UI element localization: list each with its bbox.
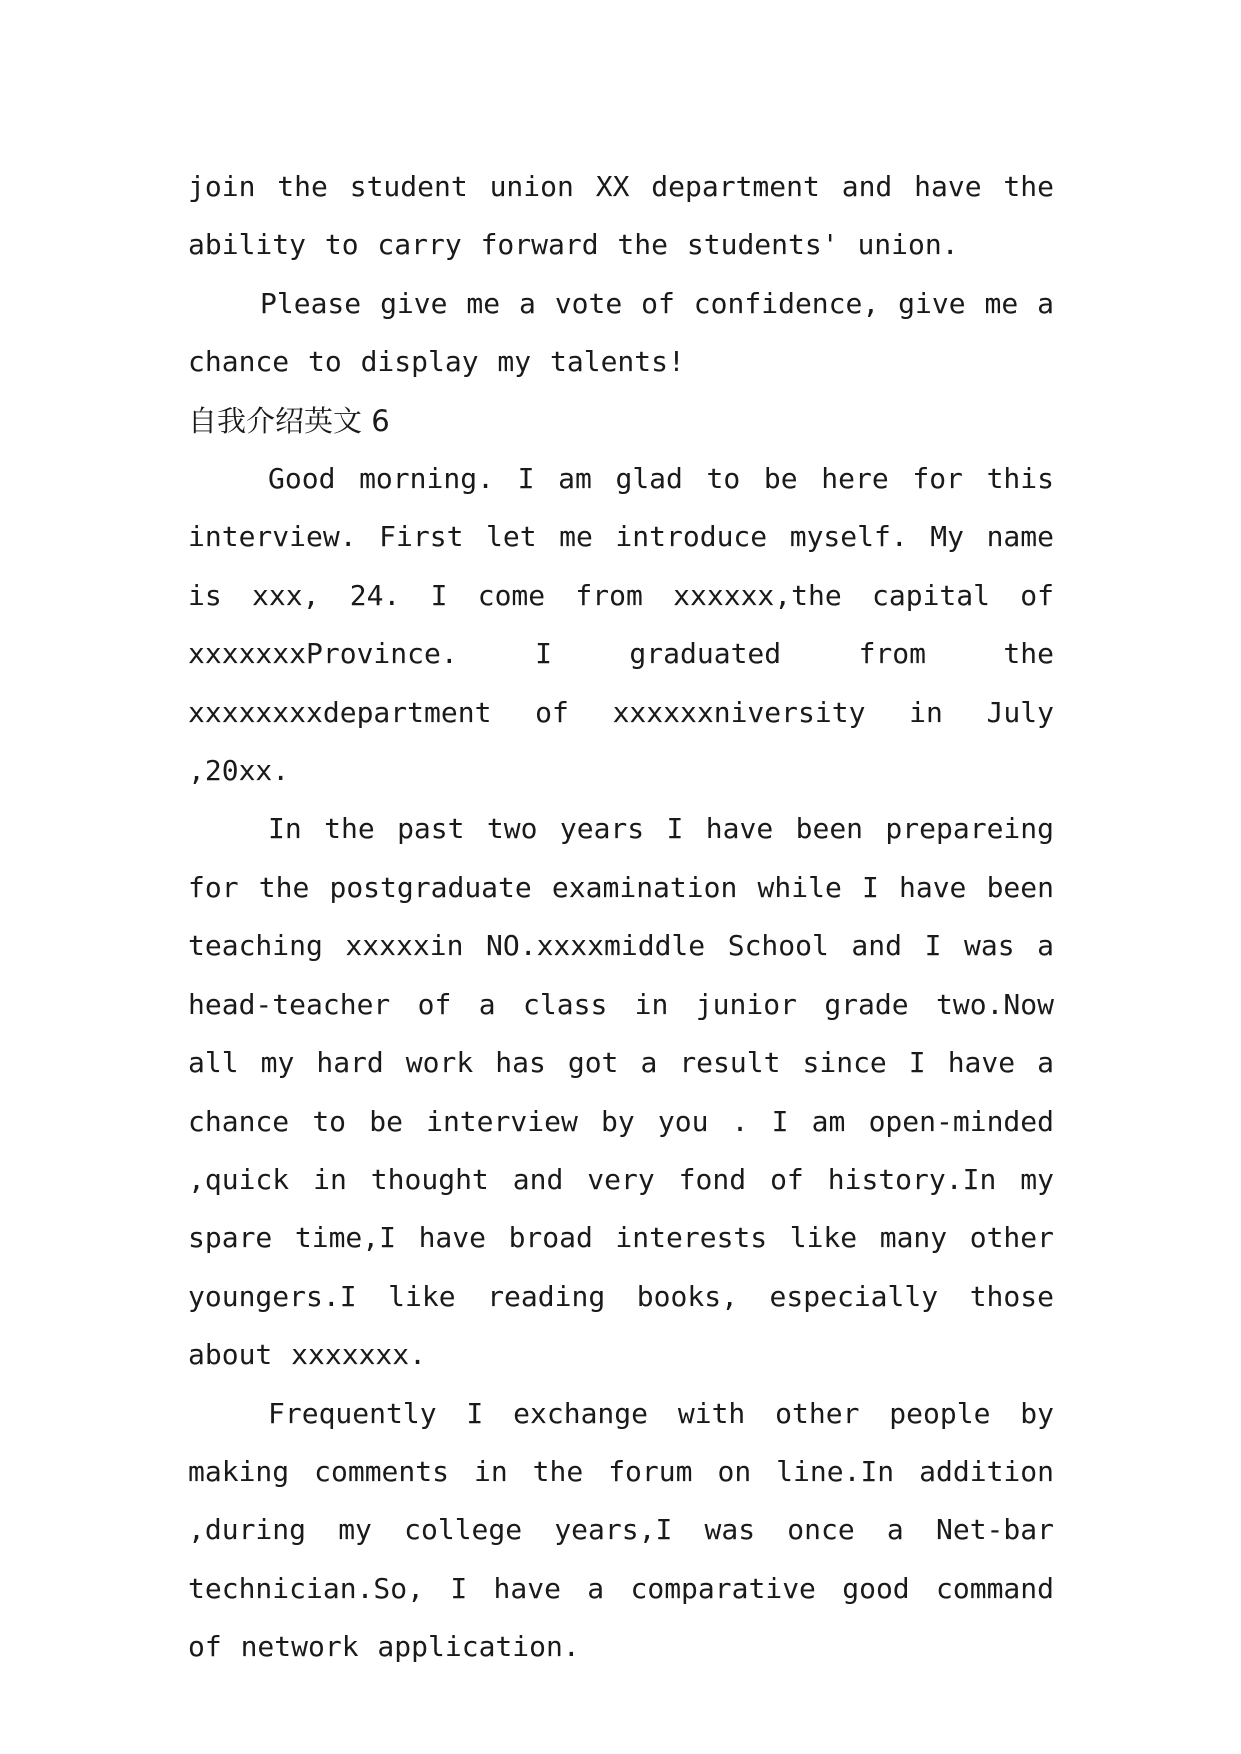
paragraph-skills: Frequently I exchange with other people by making comments in the forum on line.In addition ,during my college years,I was once a Net-bar technician.So, I have a comparative good command of network application. (188, 1396, 1054, 1664)
document-body (188, 158, 1054, 1677)
section-heading: 自我介绍英文 6 (188, 403, 390, 438)
paragraph-vote-appeal: Please give me a vote of confidence, give me a chance to display my talents! (188, 286, 1054, 379)
paragraph-experience: In the past two years I have been prepareing for the postgraduate examination while I have been teaching xxxxxin NO.xxxxmiddle School and I was a head-teacher of a class in junior grade two.Now all my hard work has got a result since I have a chance to be interview by you . I am open-minded ,quick in thought and very fond of history.In my spare time,I have broad interests like many other youngers.I like reading books, especially those about xxxxxxx. (188, 812, 1054, 1372)
paragraph-continued: join the student union XX department and have the ability to carry forward the students' union. (188, 170, 1054, 262)
paragraph-introduction: Good morning. I am glad to be here for this interview. First let me introduce myself. My name is xxx, 24. I come from xxxxxx,the capital of xxxxxxxProvince. I graduated from the xxxxxxxxdepartment of xxxxxxniversity in July ,20xx. (188, 462, 1054, 788)
